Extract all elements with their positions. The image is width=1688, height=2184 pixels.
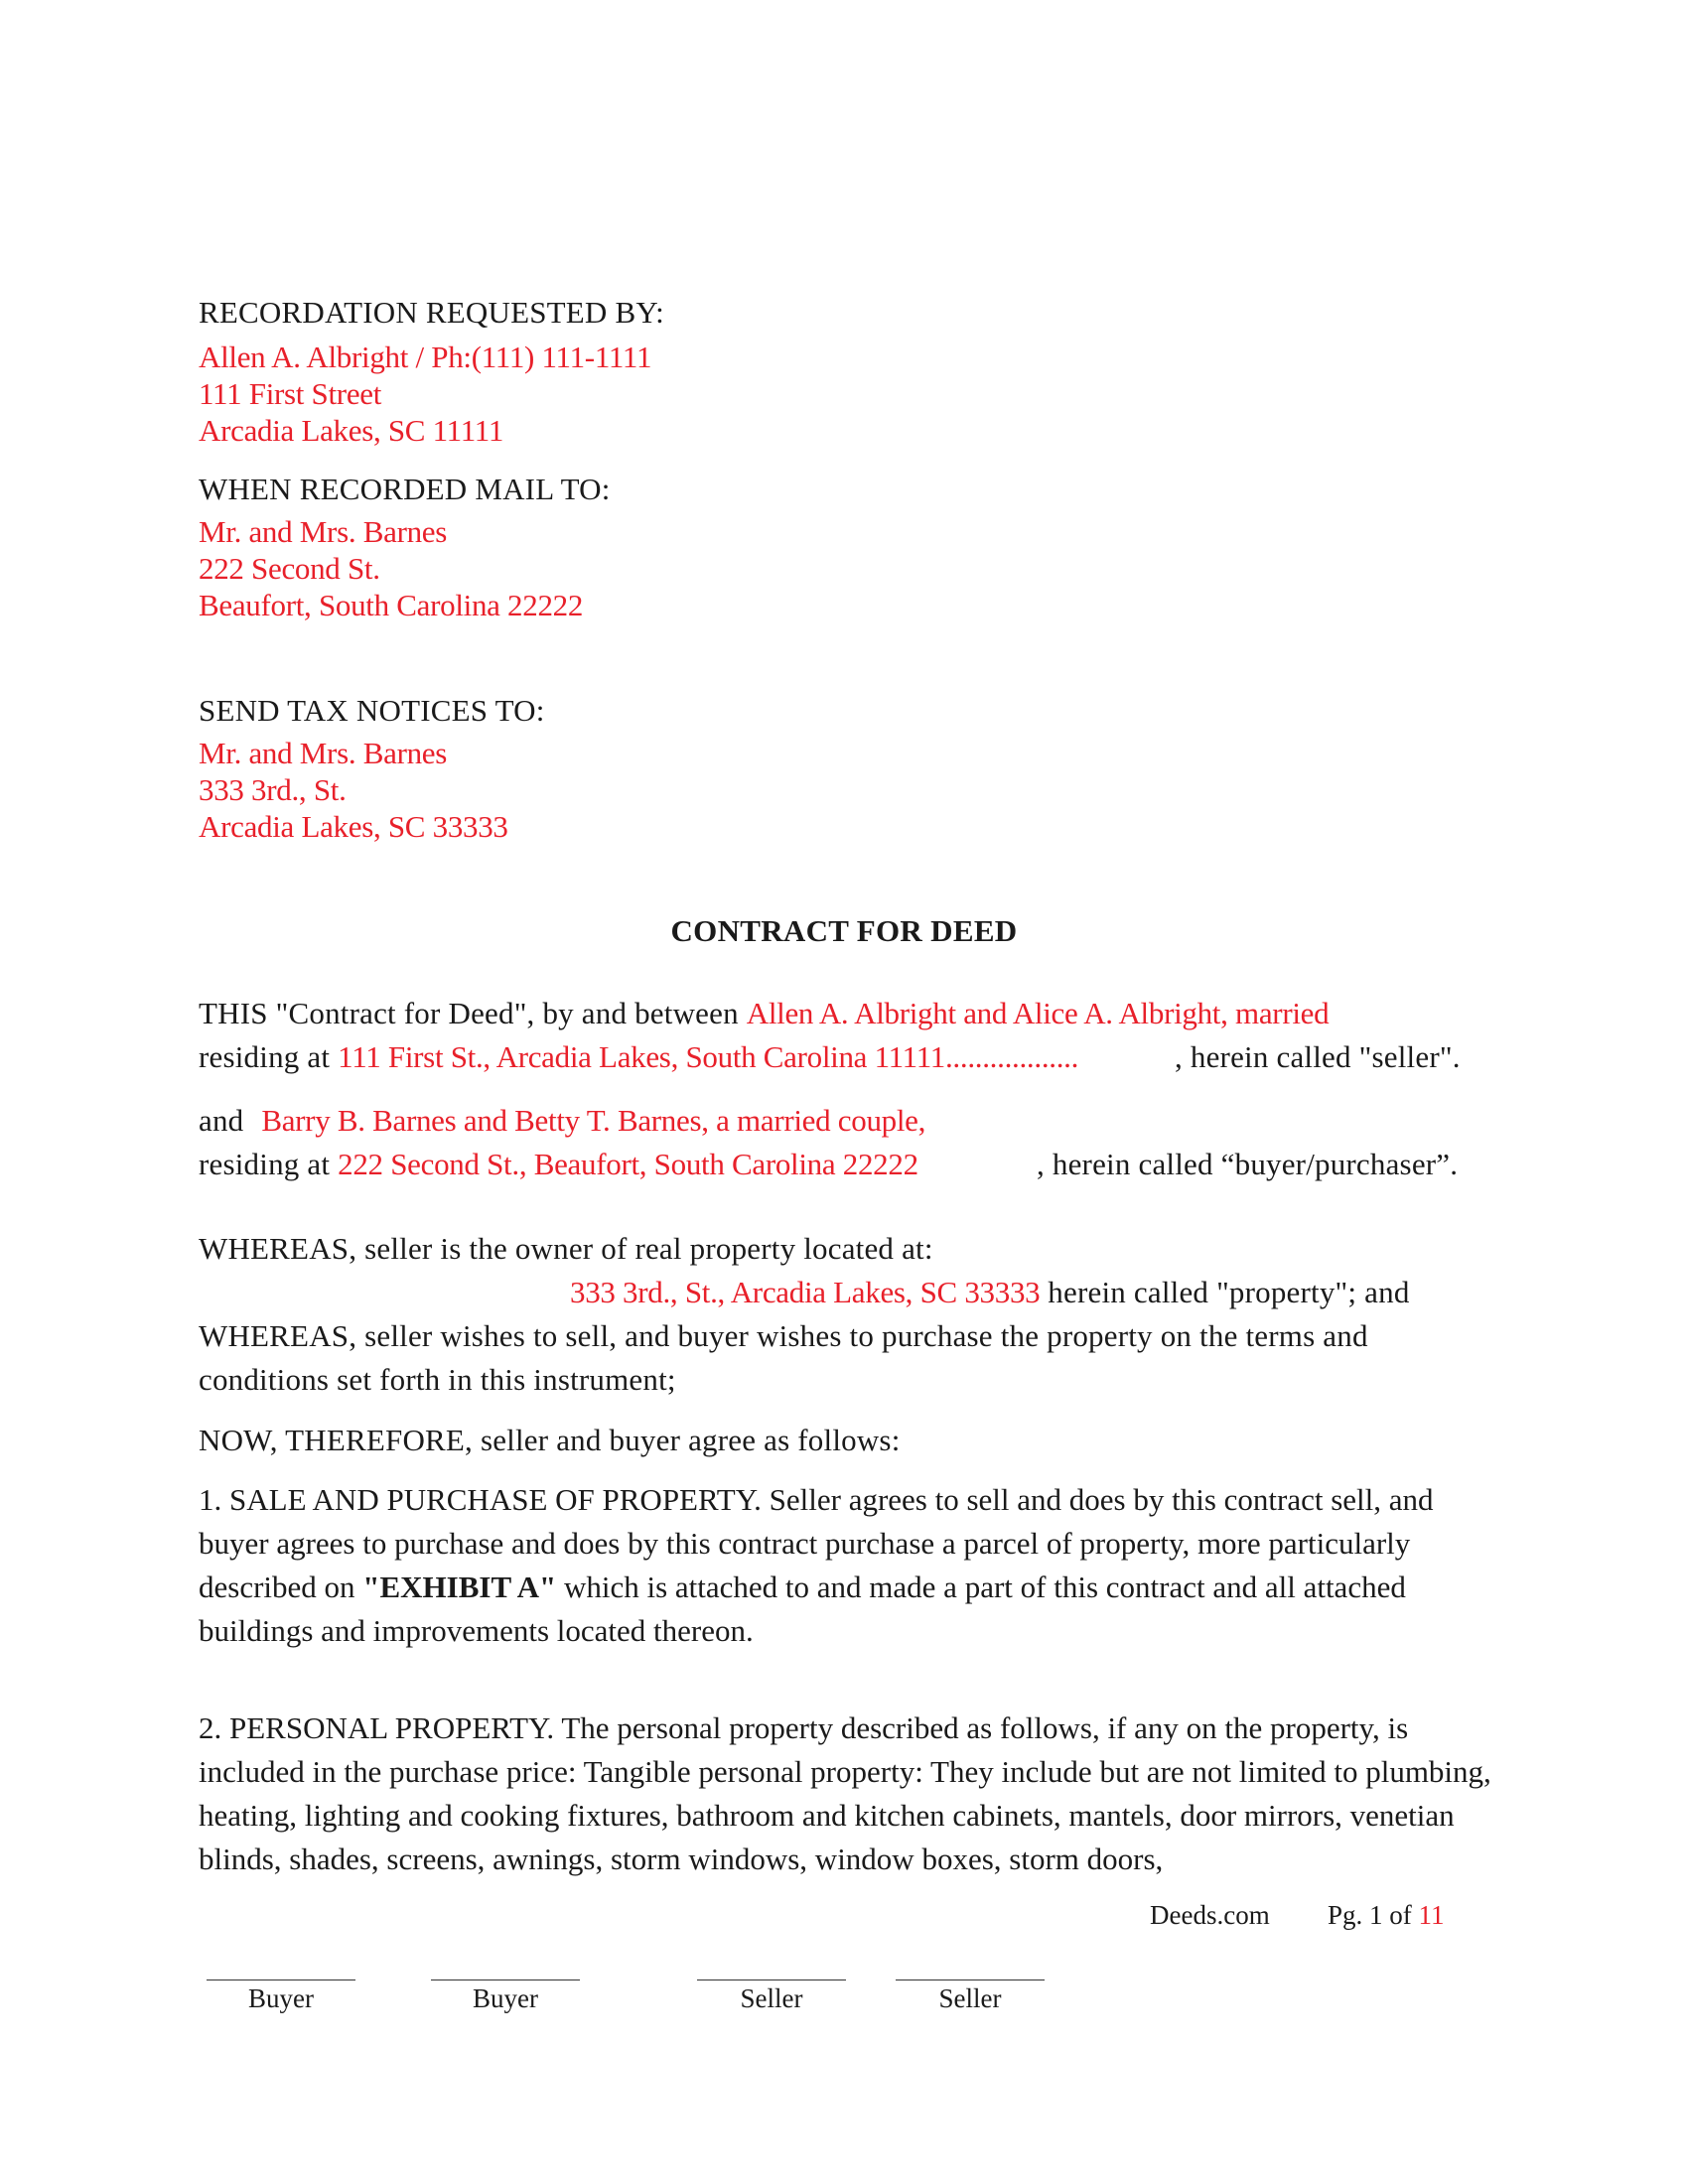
residing-at-label-2: residing at [199, 1147, 339, 1181]
whereas-sell-line: WHEREAS, seller wishes to sell, and buyer wishes to purchase the property on the terms and [199, 1318, 1368, 1353]
buyer-suffix: , herein called “buyer/purchaser”. [1037, 1147, 1459, 1181]
footer-page-number [1328, 1900, 1445, 1931]
tax-notices-label: SEND TAX NOTICES TO: [199, 693, 545, 728]
page-total: 11 [1418, 1900, 1445, 1930]
recordation-line-1: Allen A. Albright / Ph:(111) 111-1111 [199, 340, 652, 374]
signature-label-seller-1: Seller [740, 1983, 803, 2013]
recordation-block [199, 294, 664, 449]
page-prefix: Pg. 1 of [1328, 1900, 1419, 1930]
signature-line-buyer-2 [431, 1979, 580, 1980]
property-suffix: herein called "property"; and [1040, 1275, 1410, 1309]
buyer-residence-line [199, 1147, 918, 1182]
tax-notices-line-2: 333 3rd., St. [199, 772, 347, 807]
recordation-line-3: Arcadia Lakes, SC 11111 [199, 413, 504, 448]
mail-to-label: WHEN RECORDED MAIL TO: [199, 472, 611, 506]
mail-to-block [199, 471, 611, 623]
and-label: and [199, 1103, 244, 1138]
mail-to-line-3: Beaufort, South Carolina 22222 [199, 588, 584, 622]
buyer-names: Barry B. Barnes and Betty T. Barnes, a married couple, [261, 1103, 926, 1138]
signature-line-buyer-1 [207, 1979, 355, 1980]
mail-to-line-1: Mr. and Mrs. Barnes [199, 514, 448, 549]
seller-suffix: , herein called "seller". [1175, 1039, 1461, 1074]
mail-to-line-2: 222 Second St. [199, 551, 380, 586]
buyer-address: 222 Second St., Beaufort, South Carolina 22222 [338, 1147, 918, 1181]
whereas-property-line [570, 1275, 1410, 1310]
intro-text: THIS "Contract for Deed", by and between [199, 996, 747, 1030]
footer-site: Deeds.com [1150, 1900, 1270, 1930]
section1-text-b: which is attached to and made a part of this contract and all attached buildings and improvements located thereon. [199, 1570, 1406, 1648]
seller-residence-line [199, 1039, 1078, 1075]
residing-at-label: residing at [199, 1039, 339, 1074]
section1-text-a: 1. SALE AND PURCHASE OF PROPERTY. Seller agrees to sell and does by this contract sell, and buyer agrees to purchase and does by this contract purchase a parcel of property, more particularly described on [199, 1482, 1434, 1604]
now-therefore-line: NOW, THEREFORE, seller and buyer agree as follows: [199, 1423, 901, 1457]
signature-line-seller-1 [697, 1979, 846, 1980]
signature-label-buyer-1: Buyer [248, 1983, 314, 2013]
seller-line [199, 996, 1329, 1031]
seller-address: 111 First St., Arcadia Lakes, South Carolina 11111.................. [338, 1039, 1079, 1074]
exhibit-a-reference: "EXHIBIT A" [362, 1570, 557, 1604]
tax-notices-line-3: Arcadia Lakes, SC 33333 [199, 809, 508, 844]
recordation-label: RECORDATION REQUESTED BY: [199, 295, 664, 330]
whereas-conditions-line: conditions set forth in this instrument; [199, 1362, 676, 1397]
whereas-owner-line: WHEREAS, seller is the owner of real property located at: [199, 1231, 933, 1266]
tax-notices-line-1: Mr. and Mrs. Barnes [199, 736, 448, 770]
recordation-line-2: 111 First Street [199, 376, 382, 411]
section-sale-and-purchase [199, 1478, 1489, 1653]
buyer-line [199, 1103, 925, 1139]
seller-names: Allen A. Albright and Alice A. Albright, married [746, 996, 1330, 1030]
document-title: CONTRACT FOR DEED [670, 913, 1018, 948]
property-address: 333 3rd., St., Arcadia Lakes, SC 33333 [570, 1275, 1041, 1309]
signature-line-seller-2 [896, 1979, 1045, 1980]
section-personal-property: 2. PERSONAL PROPERTY. The personal property described as follows, if any on the property, is included in the purchase price: Tangible personal property: They include but are not limited to plumbing, heating, lighting and cooking fixtures, bathroom and kitchen cabinets, mantels, door mirrors, venetian blinds, shades, screens, awnings, storm windows, window boxes, storm doors, [199, 1710, 1491, 1876]
tax-notices-block [199, 692, 545, 845]
signature-label-buyer-2: Buyer [473, 1983, 538, 2013]
signature-label-seller-2: Seller [938, 1983, 1002, 2013]
